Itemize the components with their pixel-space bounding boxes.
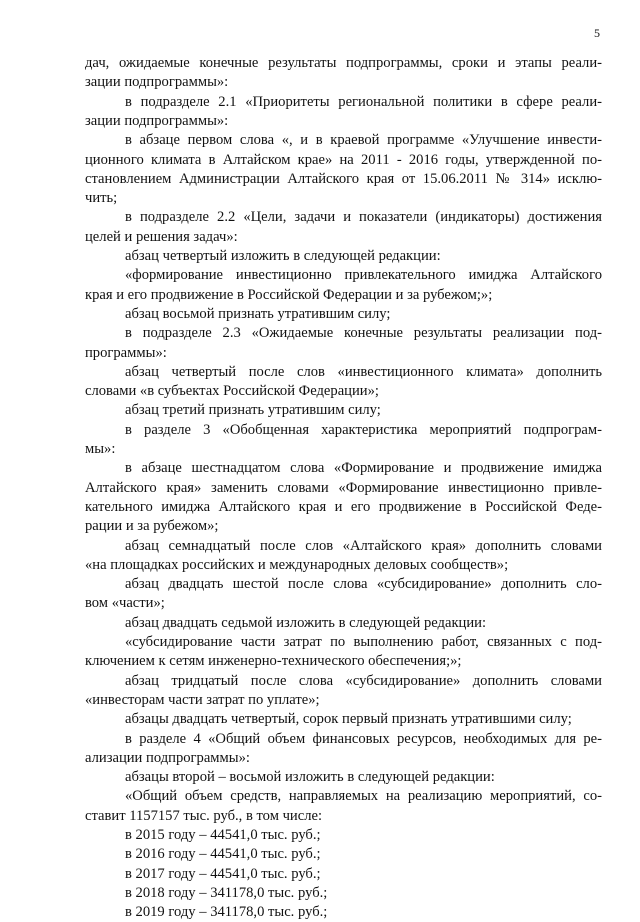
text-line: абзац четвертый после слов «инвестиционного климата» дополнить [125,363,602,380]
text-line: «Общий объем средств, направляемых на реализацию мероприятий, со- [125,788,602,805]
text-line: абзац третий признать утратившим силу; [125,402,381,419]
text-line: «на площадках российских и международных деловых сообществ»; [85,556,509,573]
text-line: в 2019 году – 341178,0 тыс. руб.; [125,904,328,921]
text-line: в разделе 3 «Обобщенная характеристика мероприятий подпрограм- [125,421,602,438]
text-line: в разделе 4 «Общий объем финансовых ресурсов, необходимых для ре- [125,730,602,747]
text-line: абзац семнадцатый после слов «Алтайского края» дополнить словами [125,537,602,554]
text-line: вом «части»; [85,595,165,612]
text-line: ставит 1157157 тыс. руб., в том числе: [85,807,323,824]
text-line: в 2015 году – 44541,0 тыс. руб.; [125,827,321,843]
text-line: абзацы второй – восьмой изложить в следующей редакции: [125,769,495,786]
text-line: абзац восьмой признать утратившим силу; [125,305,391,322]
text-line: рации и за рубежом»; [85,518,219,535]
text-line: абзац тридцатый после слова «субсидирование» дополнить словами [125,672,602,689]
text-line: дач, ожидаемые конечные результаты подпрограммы, сроки и этапы реали- [85,55,602,71]
text-line: Алтайского края» заменить словами «Формирование инвестиционно привле- [85,479,602,496]
text-line: в 2016 году – 44541,0 тыс. руб.; [125,846,321,863]
text-line: абзац двадцать шестой после слова «субсидирование» дополнить сло- [125,576,602,593]
text-line: зации подпрограммы»: [85,74,229,91]
text-line: в подразделе 2.2 «Цели, задачи и показатели (индикаторы) достижения [125,209,602,226]
text-line: в подразделе 2.1 «Приоритеты региональной политики в сфере реали- [125,93,602,110]
text-line: становлением Администрации Алтайского края от 15.06.2011 № 314» исклю- [85,170,602,187]
text-line: кательного имиджа Алтайского края и его продвижение в Российской Феде- [85,498,602,515]
text-line: чить; [85,190,118,207]
text-line: мы»: [85,441,116,457]
text-line: целей и решения задач»: [85,228,238,245]
text-line: словами «в субъектах Российской Федерации»; [85,383,379,400]
text-line: абзац двадцать седьмой изложить в следующей редакции: [125,614,487,631]
text-line: в 2018 году – 341178,0 тыс. руб.; [125,884,328,901]
text-line: зации подпрограммы»: [85,112,229,129]
text-line: абзацы двадцать четвертый, сорок первый признать утратившими силу; [125,711,572,728]
text-line: ключением к сетям инженерно-технического обеспечения;»; [85,653,462,670]
text-line: абзац четвертый изложить в следующей редакции: [125,248,441,264]
text-line: в подразделе 2.3 «Ожидаемые конечные результаты реализации под- [125,325,602,342]
text-line: в абзаце шестнадцатом слова «Формирование и продвижение имиджа [125,460,602,477]
text-line: «субсидирование части затрат по выполнению работ, связанных с под- [125,634,602,650]
text-line: программы»: [85,344,167,361]
text-line: ционного климата в Алтайском крае» на 2011 - 2016 годы, утвержденной по- [85,151,602,168]
text-line: «инвесторам части затрат по уплате»; [85,691,320,708]
text-line: края и его продвижение в Российской Федерации и за рубежом;»; [85,286,493,303]
text-line: ализации подпрограммы»: [85,749,250,766]
page-number: 5 [594,26,600,40]
text-line: в 2017 году – 44541,0 тыс. руб.; [125,865,321,882]
text-line: в абзаце первом слова «, и в краевой программе «Улучшение инвести- [125,132,602,149]
text-line: «формирование инвестиционно привлекательного имиджа Алтайского [125,267,602,284]
